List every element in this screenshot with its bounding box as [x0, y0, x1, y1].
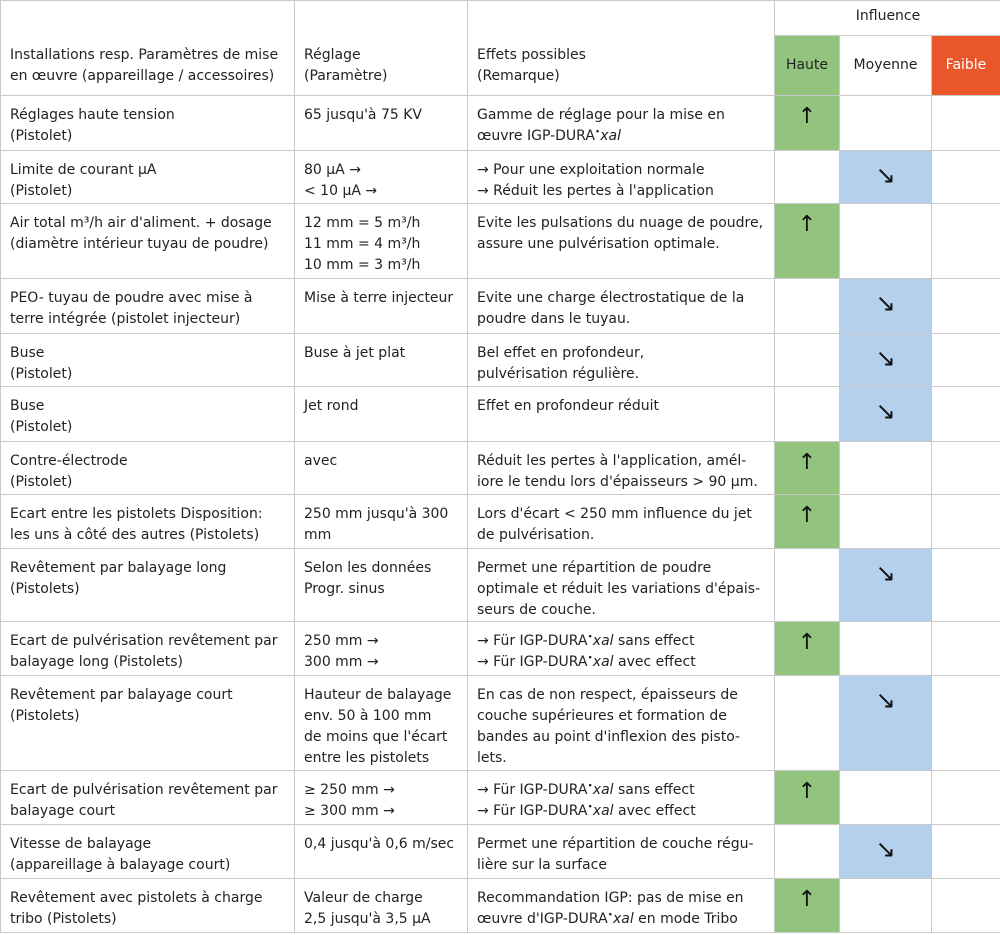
parameter-text: (Pistolets) — [10, 708, 80, 724]
influence-haute-cell — [775, 676, 840, 771]
effect-text: → Réduit les pertes à l'application — [477, 183, 714, 199]
setting-cell — [295, 334, 468, 387]
up-arrow-icon: ↑ — [797, 212, 817, 237]
parameter-text: Limite de courant µA — [10, 162, 157, 178]
table-row — [1, 676, 1000, 771]
influence-haute-cell — [775, 549, 840, 622]
setting-text: < 10 µA → — [304, 183, 378, 199]
parameter-cell — [1, 549, 295, 622]
header-setting-line: Réglage — [304, 47, 361, 63]
influence-moyenne-cell — [840, 676, 932, 771]
effect-text: Evite les pulsations du nuage de poudre, — [477, 215, 764, 231]
setting-text: 11 mm = 4 m³/h — [304, 236, 421, 252]
influence-faible-cell — [932, 879, 1000, 933]
table-row — [1, 495, 1000, 549]
setting-cell — [295, 279, 468, 334]
parameter-text: Revêtement par balayage court — [10, 687, 233, 703]
influence-haute-cell — [775, 387, 840, 442]
table-row — [1, 96, 1000, 151]
up-arrow-icon: ↑ — [797, 779, 817, 804]
setting-text: 65 jusqu'à 75 KV — [304, 107, 422, 123]
diagonal-arrow-icon: ↘ — [875, 397, 896, 425]
setting-text: entre les pistolets — [304, 750, 430, 766]
effect-cell — [468, 879, 775, 933]
influence-moyenne-cell — [840, 204, 932, 279]
influence-moyenne-cell — [840, 771, 932, 825]
diagonal-arrow-icon: ↘ — [875, 559, 896, 587]
setting-text: 80 µA → — [304, 162, 361, 178]
setting-cell — [295, 387, 468, 442]
parameter-cell — [1, 151, 295, 204]
effect-cell — [468, 549, 775, 622]
header-parameter — [1, 1, 295, 96]
header-moyenne: Moyenne — [840, 36, 932, 96]
setting-text: mm — [304, 527, 332, 543]
setting-text: 2,5 jusqu'à 3,5 µA — [304, 911, 431, 927]
effect-text: Réduit les pertes à l'application, amél- — [477, 453, 747, 469]
effect-text: Lors d'écart < 250 mm influence du jet — [477, 506, 752, 522]
parameter-cell — [1, 204, 295, 279]
setting-text: avec — [304, 453, 338, 469]
effect-text: couche supérieures et formation de — [477, 708, 727, 724]
diagonal-arrow-icon: ↘ — [875, 161, 896, 189]
table-row — [1, 549, 1000, 622]
parameter-text: terre intégrée (pistolet injecteur) — [10, 311, 241, 327]
parameter-cell — [1, 96, 295, 151]
header-influence: Influence — [775, 1, 1000, 36]
setting-text: ≥ 300 mm → — [304, 803, 395, 819]
up-arrow-icon: ↑ — [797, 887, 817, 912]
effect-text: → Für IGP-DURA•xal avec effect — [477, 802, 696, 819]
parameter-cell — [1, 334, 295, 387]
influence-haute-cell — [775, 771, 840, 825]
setting-text: 250 mm jusqu'à 300 — [304, 506, 449, 522]
influence-faible-cell — [932, 825, 1000, 879]
setting-text: Selon les données — [304, 560, 432, 576]
setting-cell — [295, 495, 468, 549]
table-row — [1, 622, 1000, 676]
influence-haute-cell — [775, 96, 840, 151]
effect-text: Permet une répartition de poudre — [477, 560, 712, 576]
influence-faible-cell — [932, 549, 1000, 622]
setting-text: Jet rond — [304, 398, 359, 414]
parameter-cell — [1, 771, 295, 825]
parameter-text: Réglages haute tension — [10, 107, 175, 123]
up-arrow-icon: ↑ — [797, 503, 817, 528]
parameter-text: tribo (Pistolets) — [10, 911, 117, 927]
parameter-text: (Pistolet) — [10, 128, 73, 144]
parameter-cell — [1, 676, 295, 771]
up-arrow-icon: ↑ — [797, 630, 817, 655]
influence-haute-cell — [775, 204, 840, 279]
header-setting — [295, 1, 468, 96]
influence-moyenne-cell — [840, 151, 932, 204]
setting-text: env. 50 à 100 mm — [304, 708, 432, 724]
effect-text: pulvérisation régulière. — [477, 366, 640, 382]
influence-moyenne-cell — [840, 442, 932, 495]
parameter-text: Contre-électrode — [10, 453, 128, 469]
header-effects-line: Effets possibles — [477, 47, 586, 63]
effect-text: de pulvérisation. — [477, 527, 595, 543]
effect-cell — [468, 204, 775, 279]
header-parameter-line: en œuvre (appareillage / accessoires) — [10, 68, 275, 84]
influence-moyenne-cell — [840, 825, 932, 879]
influence-moyenne-cell — [840, 96, 932, 151]
effect-cell — [468, 279, 775, 334]
header-effects — [468, 1, 775, 96]
setting-text: Mise à terre injecteur — [304, 290, 454, 306]
effect-text: bandes au point d'inflexion des pisto- — [477, 729, 741, 745]
header-parameter-line: Installations resp. Paramètres de mise — [10, 47, 279, 63]
parameter-cell — [1, 622, 295, 676]
influence-moyenne-cell — [840, 549, 932, 622]
influence-moyenne-cell — [840, 495, 932, 549]
effect-text: → Für IGP-DURA•xal sans effect — [477, 632, 695, 649]
influence-faible-cell — [932, 495, 1000, 549]
effect-text: lets. — [477, 750, 507, 766]
parameter-cell — [1, 495, 295, 549]
setting-text: 12 mm = 5 m³/h — [304, 215, 421, 231]
table-row — [1, 771, 1000, 825]
parameter-cell — [1, 387, 295, 442]
table-row — [1, 879, 1000, 933]
influence-faible-cell — [932, 442, 1000, 495]
influence-haute-cell — [775, 279, 840, 334]
table-row — [1, 279, 1000, 334]
effect-cell — [468, 676, 775, 771]
influence-haute-cell — [775, 622, 840, 676]
effect-text: Gamme de réglage pour la mise en — [477, 107, 725, 123]
parameter-text: balayage long (Pistolets) — [10, 654, 183, 670]
parameter-cell — [1, 879, 295, 933]
setting-text: Valeur de charge — [304, 890, 423, 906]
parameter-cell — [1, 279, 295, 334]
parameter-text: Revêtement par balayage long — [10, 560, 227, 576]
effect-cell — [468, 334, 775, 387]
effect-cell — [468, 825, 775, 879]
influence-haute-cell — [775, 151, 840, 204]
effect-text: iore le tendu lors d'épaisseurs > 90 µm. — [477, 474, 758, 490]
table-row — [1, 151, 1000, 204]
parameter-cell — [1, 825, 295, 879]
parameter-text: Buse — [10, 398, 45, 414]
influence-moyenne-cell — [840, 334, 932, 387]
setting-text: de moins que l'écart — [304, 729, 448, 745]
parameter-text: (Pistolet) — [10, 183, 73, 199]
parameter-text: Vitesse de balayage — [10, 836, 152, 852]
effect-text: optimale et réduit les variations d'épais- — [477, 581, 761, 597]
influence-moyenne-cell — [840, 879, 932, 933]
effect-cell — [468, 387, 775, 442]
influence-faible-cell — [932, 771, 1000, 825]
influence-haute-cell — [775, 825, 840, 879]
table-row — [1, 204, 1000, 279]
setting-cell — [295, 96, 468, 151]
parameter-text: (diamètre intérieur tuyau de poudre) — [10, 236, 269, 252]
influence-faible-cell — [932, 622, 1000, 676]
influence-haute-cell — [775, 442, 840, 495]
effect-text: œuvre IGP-DURA•xal — [477, 127, 621, 144]
effect-text: Permet une répartition de couche régu- — [477, 836, 754, 852]
effect-text: Bel effet en profondeur, — [477, 345, 645, 361]
parameter-text: Ecart de pulvérisation revêtement par — [10, 633, 278, 649]
up-arrow-icon: ↑ — [797, 104, 817, 129]
parameter-text: (Pistolet) — [10, 419, 73, 435]
influence-faible-cell — [932, 204, 1000, 279]
parameter-text: (appareillage à balayage court) — [10, 857, 231, 873]
effect-text: → Für IGP-DURA•xal avec effect — [477, 653, 696, 670]
effect-cell — [468, 151, 775, 204]
diagonal-arrow-icon: ↘ — [875, 344, 896, 372]
effect-text: → Für IGP-DURA•xal sans effect — [477, 781, 695, 798]
setting-cell — [295, 622, 468, 676]
parameter-text: (Pistolet) — [10, 474, 73, 490]
influence-faible-cell — [932, 151, 1000, 204]
influence-faible-cell — [932, 96, 1000, 151]
parameter-text: Revêtement avec pistolets à charge — [10, 890, 263, 906]
setting-cell — [295, 442, 468, 495]
effect-cell — [468, 495, 775, 549]
setting-cell — [295, 676, 468, 771]
effect-cell — [468, 622, 775, 676]
diagonal-arrow-icon: ↘ — [875, 835, 896, 863]
influence-faible-cell — [932, 334, 1000, 387]
table-row — [1, 387, 1000, 442]
effect-text: poudre dans le tuyau. — [477, 311, 631, 327]
influence-faible-cell — [932, 387, 1000, 442]
setting-text: Buse à jet plat — [304, 345, 406, 361]
setting-text: 250 mm → — [304, 633, 379, 649]
influence-moyenne-cell — [840, 387, 932, 442]
parameter-text: (Pistolets) — [10, 581, 80, 597]
parameter-text: Buse — [10, 345, 45, 361]
header-setting-line: (Paramètre) — [304, 68, 388, 84]
effect-text: œuvre d'IGP-DURA•xal en mode Tribo — [477, 910, 738, 927]
influence-moyenne-cell — [840, 279, 932, 334]
diagonal-arrow-icon: ↘ — [875, 686, 896, 714]
diagonal-arrow-icon: ↘ — [875, 289, 896, 317]
table-row — [1, 442, 1000, 495]
setting-cell — [295, 204, 468, 279]
up-arrow-icon: ↑ — [797, 450, 817, 475]
effect-cell — [468, 96, 775, 151]
parameter-text: balayage court — [10, 803, 116, 819]
influence-haute-cell — [775, 495, 840, 549]
setting-cell — [295, 879, 468, 933]
setting-text: 10 mm = 3 m³/h — [304, 257, 421, 273]
header-faible: Faible — [932, 36, 1000, 96]
influence-faible-cell — [932, 279, 1000, 334]
influence-faible-cell — [932, 676, 1000, 771]
effect-text: lière sur la surface — [477, 857, 607, 873]
parameter-text: Ecart de pulvérisation revêtement par — [10, 782, 278, 798]
setting-cell — [295, 151, 468, 204]
parameter-text: Air total m³/h air d'aliment. + dosage — [10, 215, 272, 231]
effect-text: Recommandation IGP: pas de mise en — [477, 890, 744, 906]
setting-text: 0,4 jusqu'à 0,6 m/sec — [304, 836, 455, 852]
table-row — [1, 825, 1000, 879]
effect-text: Effet en profondeur réduit — [477, 398, 660, 414]
effect-text: assure une pulvérisation optimale. — [477, 236, 720, 252]
influence-haute-cell — [775, 879, 840, 933]
table-row — [1, 334, 1000, 387]
effect-text: → Pour une exploitation normale — [477, 162, 705, 178]
setting-text: Hauteur de balayage — [304, 687, 452, 703]
parameter-cell — [1, 442, 295, 495]
influence-haute-cell — [775, 334, 840, 387]
header-haute: Haute — [775, 36, 840, 96]
setting-cell — [295, 549, 468, 622]
setting-cell — [295, 825, 468, 879]
parameter-text: PEO- tuyau de poudre avec mise à — [10, 290, 253, 306]
effect-text: Evite une charge électrostatique de la — [477, 290, 745, 306]
influence-moyenne-cell — [840, 622, 932, 676]
parameter-text: les uns à côté des autres (Pistolets) — [10, 527, 260, 543]
setting-text: ≥ 250 mm → — [304, 782, 395, 798]
header-effects-line: (Remarque) — [477, 68, 560, 84]
setting-text: Progr. sinus — [304, 581, 385, 597]
effect-cell — [468, 442, 775, 495]
parameter-text: (Pistolet) — [10, 366, 73, 382]
effect-text: En cas de non respect, épaisseurs de — [477, 687, 738, 703]
effect-cell — [468, 771, 775, 825]
effect-text: seurs de couche. — [477, 602, 596, 618]
setting-cell — [295, 771, 468, 825]
setting-text: 300 mm → — [304, 654, 379, 670]
parameter-text: Ecart entre les pistolets Disposition: — [10, 506, 263, 522]
